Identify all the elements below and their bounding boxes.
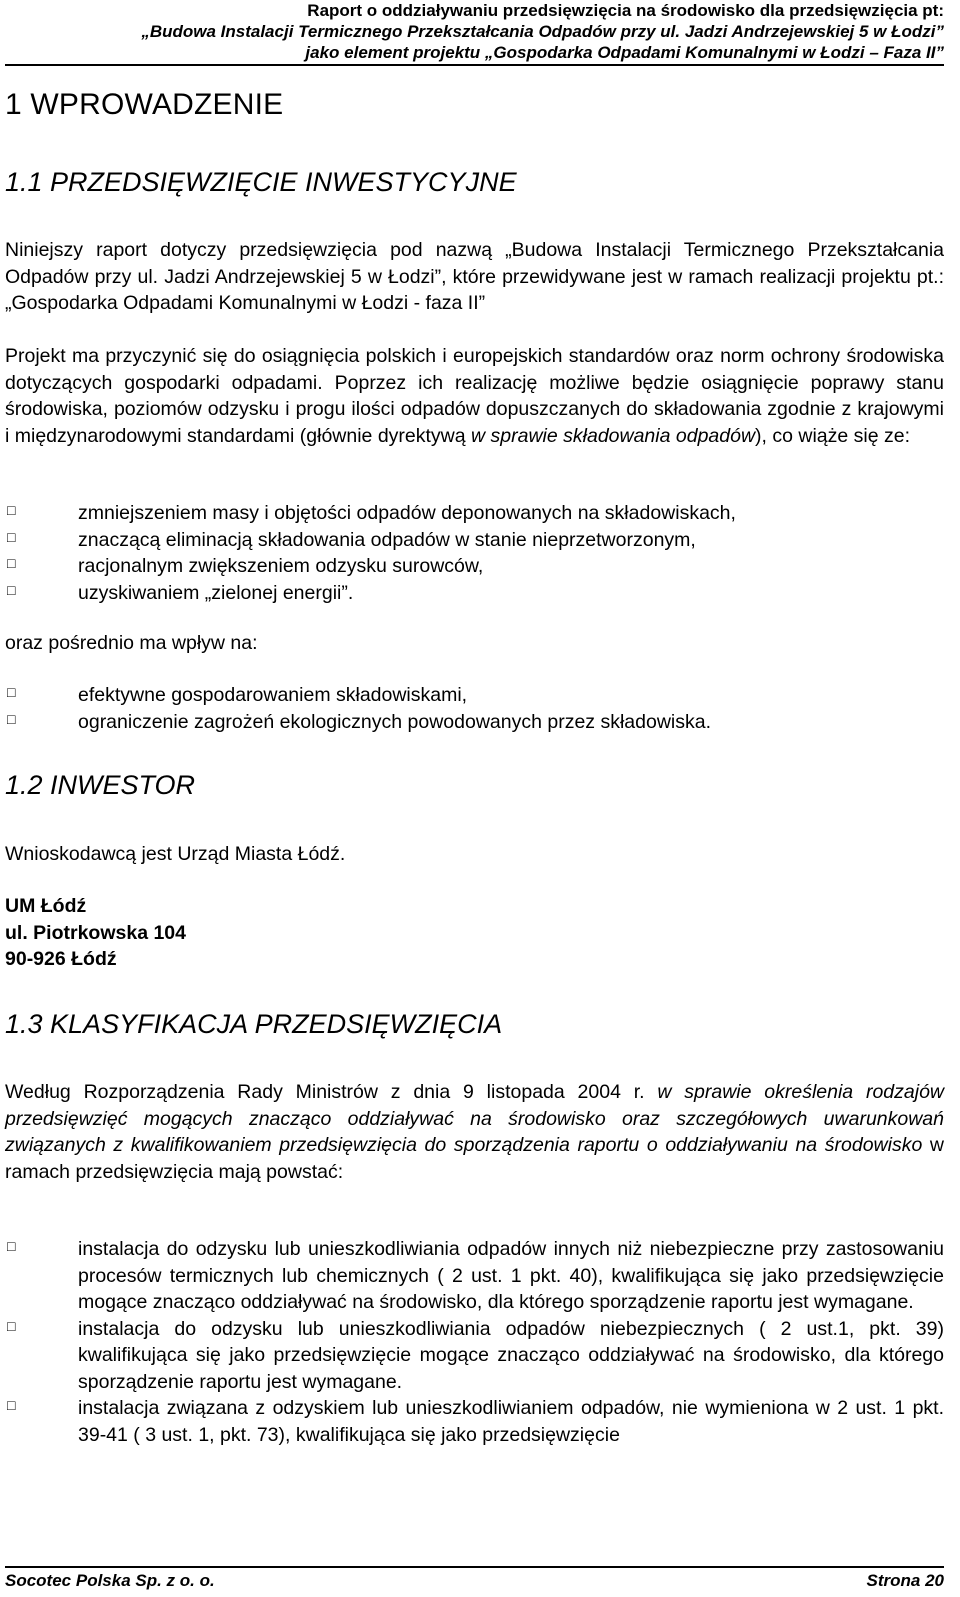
section-1-1-heading: 1.1 PRZEDSIĘWZIĘCIE INWESTYCYJNE	[5, 167, 517, 197]
list-item	[5, 500, 944, 527]
address-line: UM Łódź	[5, 895, 87, 917]
section-1-1-paragraph-2	[5, 343, 944, 449]
list-item	[5, 1316, 944, 1396]
bullet-icon: □	[7, 502, 16, 518]
list-item-text: instalacja związana z odzyskiem lub unieszkodliwianiem odpadów, nie wymieniona w 2 ust. 1 pkt. 39-41 ( 3 ust. 1, pkt. 73), kwalifikująca się jako przedsięwzięcie	[78, 1397, 944, 1446]
bullet-icon: □	[7, 528, 16, 545]
paragraph-text: ), co wiąże się ze:	[755, 424, 911, 447]
section-1-3-paragraph	[5, 1079, 944, 1185]
bullet-icon: □	[7, 1397, 16, 1413]
list-item	[5, 1236, 944, 1316]
effects-list	[5, 500, 944, 606]
section-1-heading: 1 WPROWADZENIE	[5, 88, 284, 121]
header-divider	[5, 64, 944, 66]
paragraph-text: Projekt ma przyczynić się do osiągnięcia polskich i europejskich standardów oraz norm ochrony środowiska dotyczących gospodarki odpadami. Poprzez ich realizację możliwe będzie osiągnięcie poprawy stanu środowiska, poziomów odzysku i progu ilości odpadów dopuszczanych do składowania zgodnie z krajowymi i międzynarodowymi standardami (głównie dyrektywą	[5, 345, 944, 447]
list-item-text: znaczącą eliminacją składowania odpadów w stanie nieprzetworzonym,	[78, 528, 696, 551]
list-item	[5, 709, 944, 736]
list-item-text: uzyskiwaniem „zielonej energii”.	[78, 581, 354, 604]
bullet-icon: □	[7, 1317, 16, 1334]
page-number: Strona 20	[866, 1571, 944, 1590]
section-1-1-paragraph-1: Niniejszy raport dotyczy przedsięwzięcia pod nazwą „Budowa Instalacji Termicznego Przekształcania Odpadów przy ul. Jadzi Andrzejewskiej 5 w Łodzi”, które przewidywane jest w ramach realizacji projektu pt.: „Gospodarka Odpadami Komunalnymi w Łodzi - faza II”	[5, 239, 944, 314]
bullet-icon: □	[7, 555, 16, 571]
header-line-2: „Budowa Instalacji Termicznego Przekształcania Odpadów przy ul. Jadzi Andrzejewskiej 5 w Łodzi”	[141, 22, 944, 41]
paragraph-text: w ramach przedsięwzięcia mają powstać:	[5, 1134, 944, 1183]
bullet-icon: □	[7, 1238, 16, 1254]
indirect-effects-list	[5, 682, 944, 735]
list-item	[5, 553, 944, 580]
header-line-1: Raport o oddziaływaniu przedsięwzięcia na środowisko dla przedsięwzięcia pt:	[307, 1, 944, 20]
section-1-1-paragraph-3: oraz pośrednio ma wpływ na:	[5, 632, 258, 654]
regulation-title: w sprawie określenia rodzajów przedsięwzięć mogących znacząco oddziaływać na środowisko oraz szczegółowych uwarunkowań związanych z kwalifikowaniem przedsięwzięcia do sporządzenia raportu o oddziaływaniu na środowisko	[5, 1081, 944, 1156]
list-item-text: racjonalnym zwiększeniem odzysku surowców,	[78, 555, 484, 577]
section-1-2-heading: 1.2 INWESTOR	[5, 770, 196, 800]
classification-list	[5, 1236, 944, 1448]
list-item-text: efektywne gospodarowaniem składowiskami,	[78, 684, 468, 706]
header-line-3: jako element projektu „Gospodarka Odpadami Komunalnymi w Łodzi – Faza II”	[305, 43, 944, 62]
address-line: ul. Piotrkowska 104	[5, 921, 186, 944]
bullet-icon: □	[7, 581, 16, 598]
list-item	[5, 682, 944, 709]
page-header	[0, 0, 944, 63]
company-name: Socotec Polska Sp. z o. o.	[5, 1571, 215, 1590]
bullet-icon: □	[7, 684, 16, 700]
list-item-text: zmniejszeniem masy i objętości odpadów deponowanych na składowiskach,	[78, 502, 736, 524]
list-item	[5, 1395, 944, 1448]
section-1-2-paragraph: Wnioskodawcą jest Urząd Miasta Łódź.	[5, 843, 346, 865]
list-item-text: ograniczenie zagrożeń ekologicznych powodowanych przez składowiska.	[78, 710, 712, 733]
footer-divider	[5, 1566, 944, 1568]
section-1-3-heading: 1.3 KLASYFIKACJA PRZEDSIĘWZIĘCIA	[5, 1009, 503, 1039]
bullet-icon: □	[7, 710, 16, 727]
list-item	[5, 527, 944, 554]
address-line: 90-926 Łódź	[5, 948, 117, 970]
list-item	[5, 580, 944, 607]
investor-address	[5, 893, 186, 973]
directive-name: w sprawie składowania odpadów	[471, 424, 756, 447]
list-item-text: instalacja do odzysku lub unieszkodliwiania odpadów niebezpiecznych ( 2 ust.1, pkt. 39) kwalifikująca się jako przedsięwzięcie mogące znacząco oddziaływać na środowisko, dla którego sporządzenie raportu jest wymagane.	[78, 1317, 944, 1393]
list-item-text: instalacja do odzysku lub unieszkodliwiania odpadów innych niż niebezpieczne przy zastosowaniu procesów termicznych lub chemicznych ( 2 ust. 1 pkt. 40), kwalifikująca się jako przedsięwzięcie mogące znacząco oddziaływać na środowisko, dla którego sporządzenie raportu jest wymagane.	[78, 1238, 944, 1313]
paragraph-text: Według Rozporządzenia Rady Ministrów z dnia 9 listopada 2004 r.	[5, 1081, 658, 1103]
